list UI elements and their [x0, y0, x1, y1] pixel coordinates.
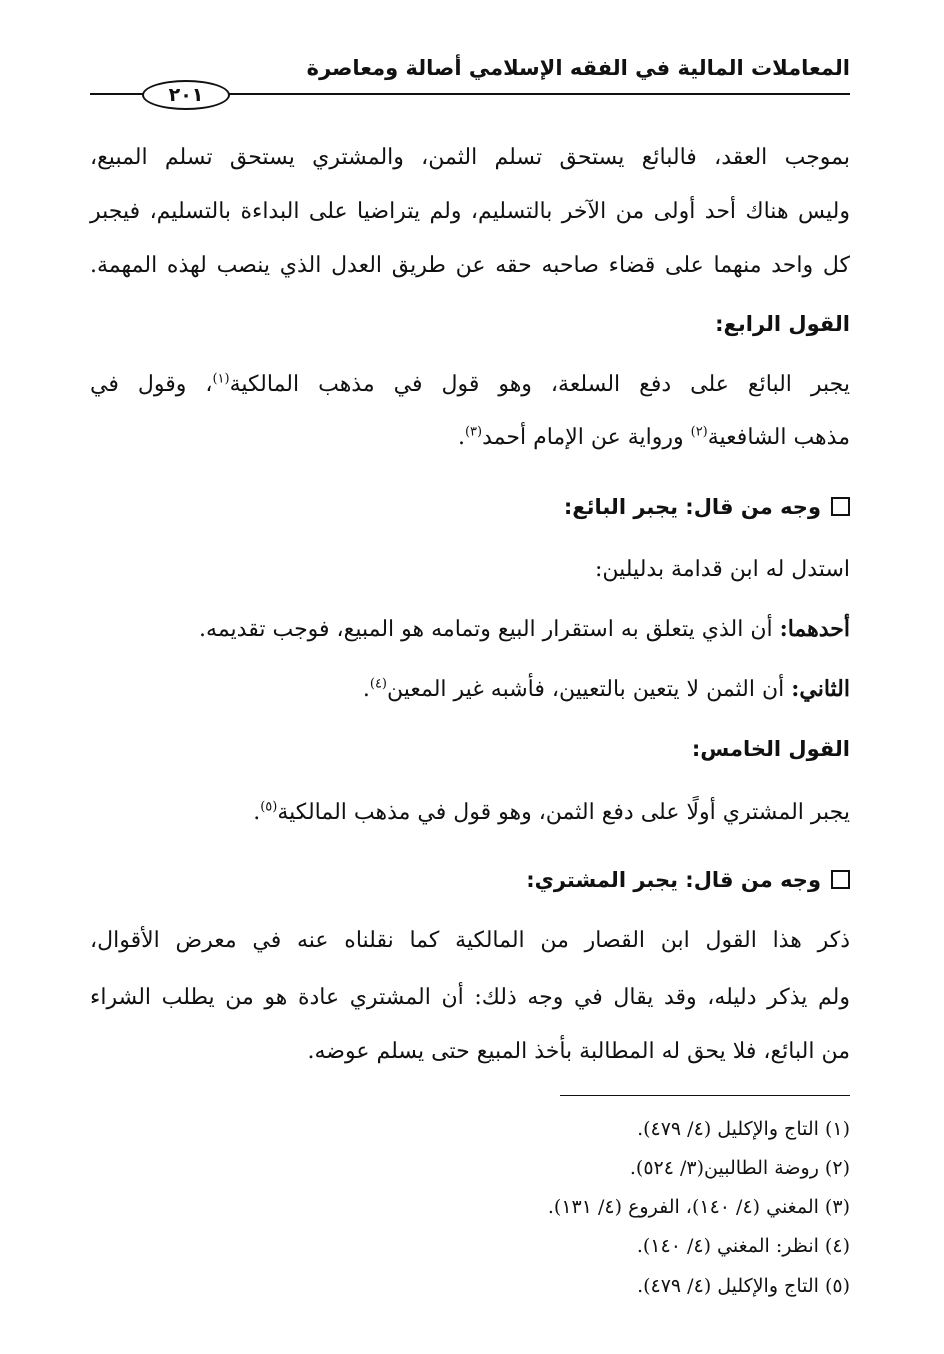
text-span: .	[457, 425, 465, 450]
paragraph-line: ولم يذكر دليله، وقد يقال في وجه ذلك: أن المشتري عادة هو من يطلب الشراء	[90, 985, 850, 1010]
footnote-1: (١) التاج والإكليل (٤/ ٤٧٩).	[637, 1118, 850, 1140]
paragraph-line: من البائع، فلا يحق له المطالبة بأخذ المبيع حتى يسلم عوضه.	[307, 1039, 850, 1064]
paragraph-line	[458, 423, 850, 453]
footnote-ref-3[interactable]: (٣)	[464, 424, 483, 440]
paragraph-line: وليس هناك أحد أولى من الآخر بالتسليم، ولم يتراضيا على البداءة بالتسليم، فيجبر	[90, 199, 850, 224]
checkbox-square-icon	[831, 497, 850, 516]
paragraph-line	[90, 370, 850, 400]
paragraph-line: استدل له ابن قدامة بدليلين:	[594, 557, 850, 582]
footnote-2: (٢) روضة الطالبين(٣/ ٥٢٤).	[629, 1157, 850, 1179]
second-evidence-label: الثاني:	[791, 676, 850, 702]
paragraph-line	[199, 614, 850, 645]
text-span: أن الذي يتعلق به استقرار البيع وتمامه هو المبيع، فوجب تقديمه.	[199, 617, 780, 642]
footnote-ref-5[interactable]: (٥)	[260, 799, 278, 815]
text-span: ورواية عن الإمام أحمد	[482, 425, 691, 450]
heading-seller-argument	[564, 492, 850, 522]
footnote-ref-1[interactable]: (١)	[212, 371, 230, 387]
heading-fifth-opinion: القول الخامس:	[691, 737, 850, 761]
page-number: ٢٠١	[142, 80, 230, 110]
text-span: يجبر المشتري أولًا على دفع الثمن، وهو قول في مذهب المالكية	[277, 800, 850, 825]
heading-fourth-opinion: القول الرابع:	[715, 312, 850, 336]
footnote-3: (٣) المغني (٤/ ١٤٠)، الفروع (٤/ ١٣١).	[547, 1196, 850, 1218]
text-span: مذهب الشافعية	[707, 425, 850, 450]
text-span: أن الثمن لا يتعين بالتعيين، فأشبه غير المعين	[387, 677, 792, 702]
footnote-4: (٤) انظر: المغني (٤/ ١٤٠).	[636, 1235, 850, 1257]
checkbox-square-icon	[831, 870, 850, 889]
running-header-title: المعاملات المالية في الفقه الإسلامي أصالة ومعاصرة	[306, 56, 850, 80]
paragraph-line: كل واحد منهما على قضاء صاحبه حقه عن طريق العدل الذي ينصب لهذه المهمة.	[90, 253, 850, 278]
paragraph-line: ذكر هذا القول ابن القصار من المالكية كما نقلناه عنه في معرض الأقوال،	[90, 928, 850, 953]
first-evidence-label: أحدهما:	[779, 616, 850, 642]
heading-text: وجه من قال: يجبر البائع:	[563, 495, 821, 519]
heading-text: وجه من قال: يجبر المشتري:	[526, 868, 821, 892]
text-span: يجبر البائع على دفع السلعة، وهو قول في مذهب المالكية	[229, 372, 850, 397]
heading-buyer-argument	[526, 865, 850, 895]
text-span: .	[253, 800, 261, 825]
text-span: ، وقول في	[90, 372, 213, 397]
paragraph-line	[253, 798, 850, 828]
text-span: .	[362, 677, 370, 702]
paragraph-line	[363, 674, 850, 705]
footnote-separator	[560, 1095, 850, 1096]
footnote-5: (٥) التاج والإكليل (٤/ ٤٧٩).	[637, 1275, 850, 1297]
footnote-ref-2[interactable]: (٢)	[690, 424, 708, 440]
footnote-ref-4[interactable]: (٤)	[369, 676, 387, 692]
paragraph-line: بموجب العقد، فالبائع يستحق تسلم الثمن، والمشتري يستحق تسلم المبيع،	[90, 145, 850, 170]
